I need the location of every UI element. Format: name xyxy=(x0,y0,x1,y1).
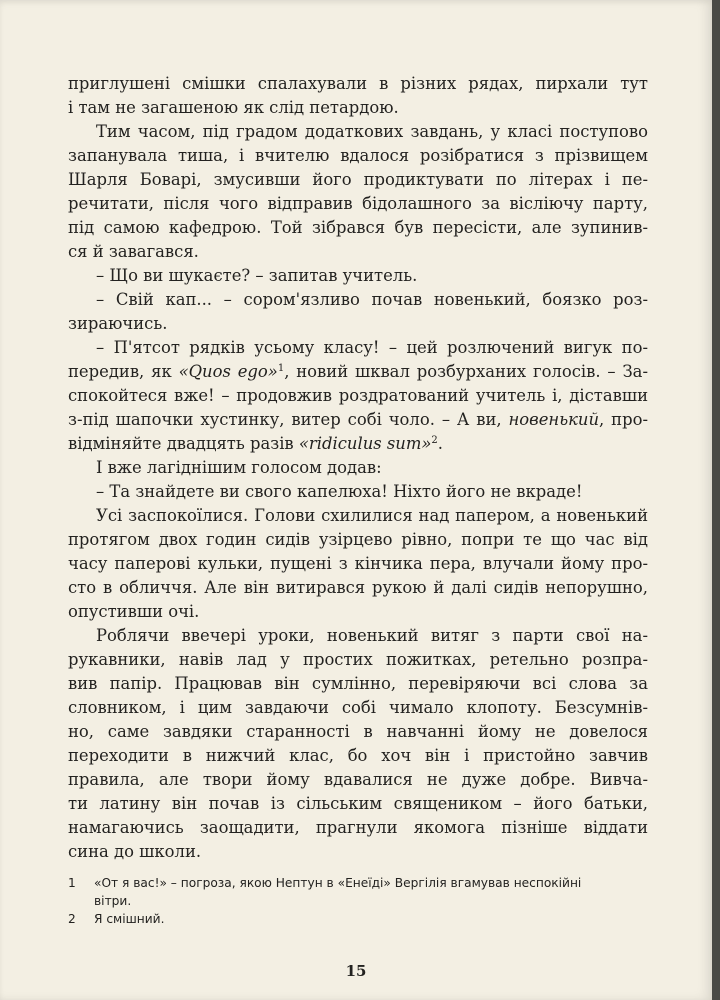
text-line: Тим часом, під градом додаткових завдань, у класі поступово xyxy=(96,122,648,141)
text-line: під самою кафедрою. Той зібрався був пересісти, але зупинив- xyxy=(68,218,648,237)
paragraph-2 xyxy=(68,120,648,264)
text-line: сина до школи. xyxy=(68,842,202,861)
text-run: , новий шквал розбурханих голосів. – За- xyxy=(284,362,648,381)
paragraph-8 xyxy=(68,504,648,624)
paragraph-1 xyxy=(68,72,648,120)
text-run: відміняйте двадцять разів xyxy=(68,434,299,453)
page-number: 15 xyxy=(345,962,367,980)
text-line: ти латину він почав із сільським священиком – його батьки, xyxy=(68,794,648,813)
text-line: протягом двох годин сидів узірцево рівно, попри те що час від xyxy=(68,530,648,549)
text-line: сто в обличчя. Але він витирався рукою й далі сидів непорушно, xyxy=(68,578,648,597)
text-line: рукавники, навів лад у простих пожитках, ретельно розпра- xyxy=(68,650,648,669)
paragraph-6 xyxy=(68,456,648,480)
text-line: словником, і цим завдаючи собі чимало клопоту. Безсумнів- xyxy=(68,698,648,717)
text-line xyxy=(68,432,648,456)
footnote-ref: 2 xyxy=(431,435,438,446)
text-line: І вже лагіднішим голосом додав: xyxy=(96,458,382,477)
text-run: . xyxy=(437,434,444,453)
paragraph-9 xyxy=(68,624,648,864)
text-line: переходити в нижчий клас, бо хоч він і пристойно завчив xyxy=(68,746,648,765)
footnote-line: «От я вас!» – погроза, якою Нептун в «Енеїді» Вергілія вгамував неспокійні xyxy=(94,876,582,890)
text-line: і там не загашеною як слід петардою. xyxy=(68,98,399,117)
text-line: опустивши очі. xyxy=(68,602,200,621)
text-line: правила, але твори йому вдавалися не дуже добре. Вивча- xyxy=(68,770,648,789)
paragraph-7 xyxy=(68,480,648,504)
text-line: – Та знайдете ви свого капелюха! Ніхто його не вкраде! xyxy=(96,482,583,501)
text-line: – Свій кап... – сором'язливо почав новенький, боязко роз- xyxy=(96,290,648,309)
text-run: , про- xyxy=(599,410,648,429)
footnotes xyxy=(68,874,648,928)
text-line: спокойтеся вже! – продовжив роздратований учитель і, діставши xyxy=(68,386,648,405)
latin-phrase: «Quos ego» xyxy=(178,362,278,381)
text-run: з-під шапочки хустинку, витер собі чоло. – А ви, xyxy=(68,410,509,429)
text-line: Усі заспокоїлися. Голови схилилися над папером, а новенький xyxy=(96,506,648,525)
paragraph-3 xyxy=(68,264,648,288)
paragraph-4 xyxy=(68,288,648,336)
text-line: вив папір. Працював він сумлінно, перевіряючи всі слова за xyxy=(68,674,648,693)
footnote-line: вітри. xyxy=(94,894,132,908)
text-run: передив, як xyxy=(68,362,179,381)
text-line: часу паперові кульки, пущені з кінчика пера, влучали йому про- xyxy=(68,554,648,573)
text-line: запанувала тиша, і вчителю вдалося розібратися з прізвищем xyxy=(68,146,648,165)
footnote-number: 1 xyxy=(68,876,76,890)
text-line: зираючись. xyxy=(68,314,168,333)
footnote-ref: 1 xyxy=(277,363,285,374)
text-line: – П'ятсот рядків усьому класу! – цей розлючений вигук по- xyxy=(96,338,648,357)
footnote-text xyxy=(94,874,648,910)
text-line: Роблячи ввечері уроки, новенький витяг з парти свої на- xyxy=(96,626,648,645)
text-line xyxy=(68,408,648,432)
footnote-2 xyxy=(68,910,648,928)
text-line xyxy=(68,360,648,384)
text-line: – Що ви шукаєте? – запитав учитель. xyxy=(96,266,418,285)
footnote-number: 2 xyxy=(68,912,76,926)
latin-phrase: «ridiculus sum» xyxy=(298,434,432,453)
footnote-text: Я смішний. xyxy=(94,912,165,926)
text-line: намагаючись заощадити, прагнули якомога пізніше віддати xyxy=(68,818,648,837)
text-line: ся й завагався. xyxy=(68,242,199,261)
footnote-1 xyxy=(68,874,648,910)
text-line: приглушені смішки спалахували в різних рядах, пирхали тут xyxy=(68,74,648,93)
paragraph-5 xyxy=(68,336,648,456)
italic-word: новенький xyxy=(508,410,600,429)
body-text xyxy=(68,72,648,864)
text-line: Шарля Боварі, змусивши його продиктувати по літерах і пе- xyxy=(68,170,648,189)
text-line: но, саме завдяки старанності в навчанні йому не довелося xyxy=(68,722,648,741)
text-line: речитати, після чого відправив бідолашного за вісліючу парту, xyxy=(68,194,648,213)
